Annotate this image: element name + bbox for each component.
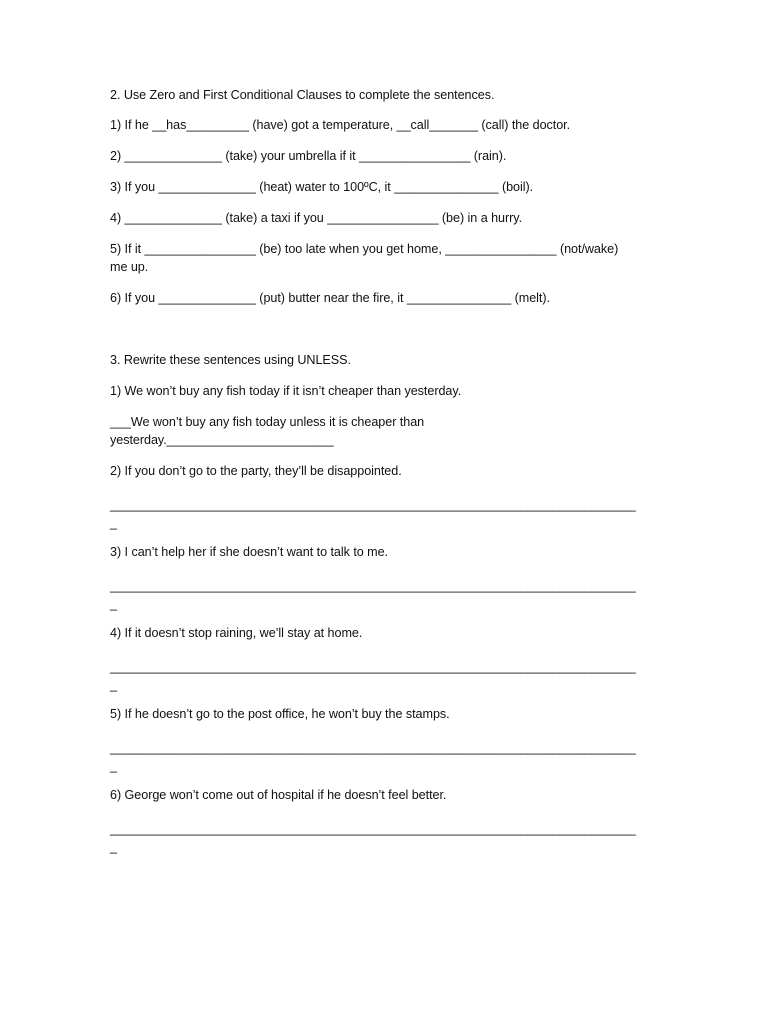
section-3-prompt-2: 2) If you don’t go to the party, they’ll be disappointed. (110, 464, 402, 478)
section-2-item-2: 2) ______________ (take) your umbrella if it ________________ (rain). (110, 149, 507, 163)
section-2-item-1: 1) If he __has_________ (have) got a temperature, __call_______ (call) the doctor. (110, 118, 571, 132)
section-3-prompt-5: 5) If he doesn’t go to the post office, he won’t buy the stamps. (110, 707, 450, 721)
answer-rule-5: __________________________________________________________________________________ (110, 741, 636, 755)
section-2-item-5: 5) If it ________________ (be) too late when you get home, ________________ (not/wake) (110, 242, 619, 256)
answer-rule-4: __________________________________________________________________________________ (110, 660, 636, 674)
answer-rule-tail-3: _ (110, 597, 117, 611)
section-3-prompt-4: 4) If it doesn’t stop raining, we’ll stay at home. (110, 626, 363, 640)
section-3-example-answer-1: ___We won’t buy any fish today unless it is cheaper than (110, 415, 425, 429)
answer-rule-2: __________________________________________________________________________________ (110, 498, 636, 512)
section-3-heading: 3. Rewrite these sentences using UNLESS. (110, 353, 351, 367)
section-2-item-5-cont: me up. (110, 260, 149, 274)
section-2-item-4: 4) ______________ (take) a taxi if you ________________ (be) in a hurry. (110, 211, 523, 225)
section-3-prompt-6: 6) George won’t come out of hospital if he doesn’t feel better. (110, 788, 447, 802)
answer-rule-6: __________________________________________________________________________________ (110, 822, 636, 836)
answer-rule-3: __________________________________________________________________________________ (110, 579, 636, 593)
section-2-item-6: 6) If you ______________ (put) butter near the fire, it _______________ (melt). (110, 291, 550, 305)
answer-rule-tail-6: _ (110, 840, 117, 854)
section-2-item-3: 3) If you ______________ (heat) water to 100ºC, it _______________ (boil). (110, 180, 534, 194)
answer-rule-tail-5: _ (110, 759, 117, 773)
answer-rule-tail-2: _ (110, 516, 117, 530)
section-3-example-answer-2: yesterday.________________________ (110, 433, 334, 447)
section-3-prompt-3: 3) I can’t help her if she doesn’t want to talk to me. (110, 545, 389, 559)
section-3-example-prompt: 1) We won’t buy any fish today if it isn’t cheaper than yesterday. (110, 384, 462, 398)
section-2-heading: 2. Use Zero and First Conditional Clauses to complete the sentences. (110, 88, 495, 102)
answer-rule-tail-4: _ (110, 678, 117, 692)
